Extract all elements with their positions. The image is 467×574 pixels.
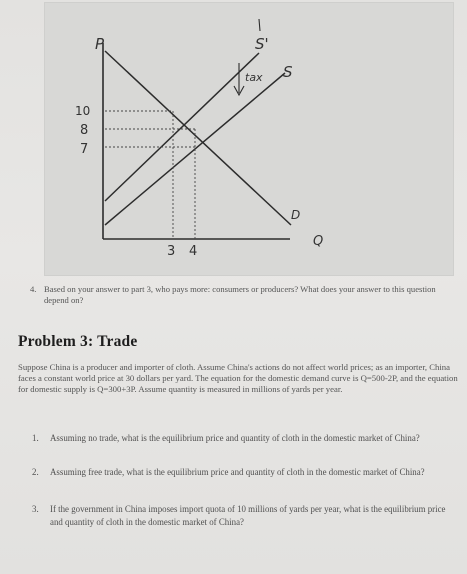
question-2-text: Assuming free trade, what is the equilibrium price and quantity of cloth in the domestic market of China? <box>50 467 425 477</box>
problem-question-1 <box>18 432 458 445</box>
supply-demand-sketch <box>45 3 453 275</box>
price-tick-7: 7 <box>80 142 89 157</box>
quantity-tick-3: 3 <box>167 244 176 259</box>
supply-after-tax-label: S' <box>255 35 269 53</box>
hand-drawn-graph <box>44 2 454 276</box>
problem-intro: Suppose China is a producer and importer of cloth. Assume China's actions do not affect world prices; as an importer, China faces a constant world price at 30 dollars per yard. The equation for the domestic demand curve is Q=500-2P, and the equation for domestic supply is Q=300+3P. Assume quantity is measured in millions of yards per year. <box>18 362 458 395</box>
demand-curve <box>105 51 291 225</box>
price-tick-8: 8 <box>80 123 89 138</box>
quantity-tick-4: 4 <box>189 244 198 259</box>
supply-after-tax-mark <box>259 19 260 31</box>
tax-label: tax <box>245 71 263 84</box>
price-tick-10: 10 <box>75 104 91 118</box>
question-2-number: 2. <box>32 467 39 477</box>
problem-title: Problem 3: Trade <box>18 333 138 350</box>
supply-label: S <box>283 63 293 81</box>
quantity-axis-label: Q <box>313 234 324 249</box>
question-4 <box>30 284 450 306</box>
price-axis-label: P <box>95 35 105 53</box>
demand-label: D <box>291 208 301 222</box>
supply-after-tax-curve <box>105 53 259 201</box>
question-1-number: 1. <box>32 433 39 443</box>
question-4-text: Based on your answer to part 3, who pays more: consumers or producers? What does your answer to this question depend on? <box>44 284 436 305</box>
question-3-text: If the government in China imposes import quota of 10 millions of yards per year, what is the equilibrium price and quantity of cloth in the domestic market of China? <box>50 504 446 527</box>
question-3-number: 3. <box>32 504 39 514</box>
question-4-number: 4. <box>30 284 37 294</box>
question-1-text: Assuming no trade, what is the equilibrium price and quantity of cloth in the domestic market of China? <box>50 433 420 443</box>
problem-question-2 <box>18 466 458 479</box>
problem-question-3 <box>18 503 458 528</box>
